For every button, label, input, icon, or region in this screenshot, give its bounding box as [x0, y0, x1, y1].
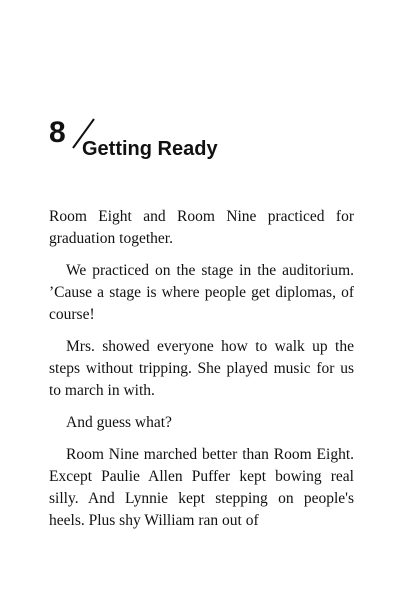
paragraph: Mrs. showed everyone how to walk up the steps without tripping. She played music for us to march in with. [49, 338, 354, 399]
paragraph: Room Eight and Room Nine practiced for graduation together. [49, 208, 354, 247]
chapter-number: 8 [49, 116, 66, 149]
chapter-heading [49, 116, 349, 166]
paragraph: And guess what? [66, 414, 172, 431]
chapter-title: Getting Ready [82, 138, 218, 160]
paragraph: Room Nine marched better than Room Eight. Except Paulie Allen Puffer kept bowing real silly. And Lynnie kept stepping on people's heels. Plus shy William ran out of [49, 446, 354, 529]
paragraph: We practiced on the stage in the auditorium. ’Cause a stage is where people get diplomas, of course! [49, 262, 354, 323]
chapter-body [49, 206, 354, 542]
